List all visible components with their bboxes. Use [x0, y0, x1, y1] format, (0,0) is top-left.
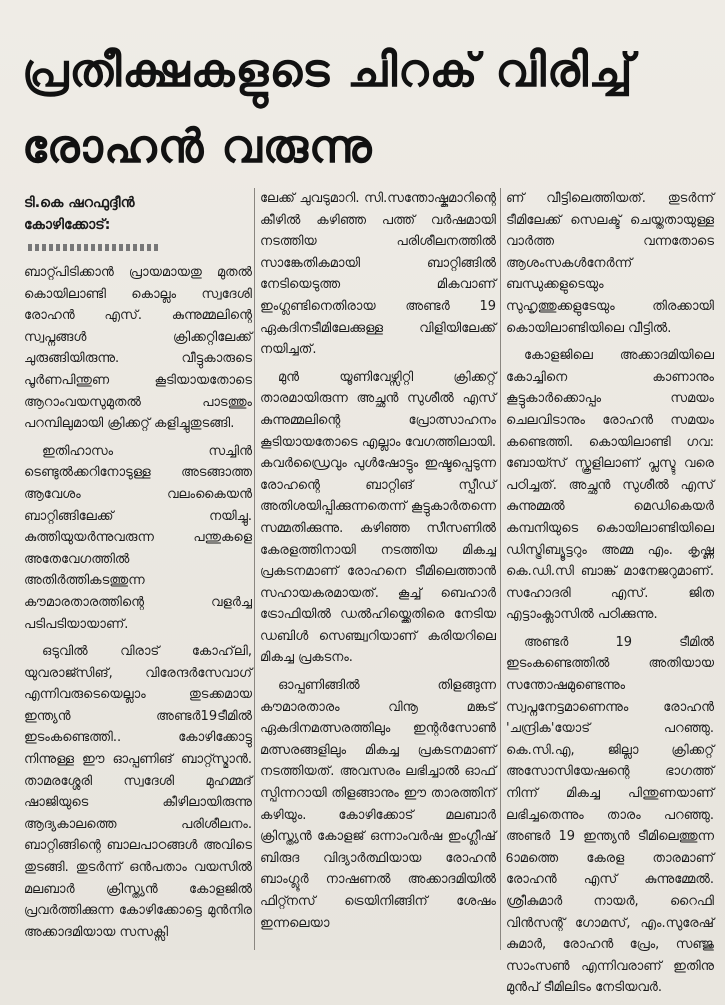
- byline-author: ടി.കെ ഷറഫുദ്ദീൻ: [24, 195, 135, 211]
- paragraph: ഒടുവിൽ വിരാട് കോഹ്‌ലി, യുവരാജ്സിങ്, വിരേന്ദർസേവാഗ് എന്നിവരുടെയെല്ലാം തുടക്കമായ ഇന്ത്യൻ അണ്ടർ19ടീമിൽ ഇടംകണ്ടെത്തി.. കോഴിക്കോട്ടു നിന്നുള്ള ഈ ഓപ്പണിങ് ബാറ്റ്സ്മാൻ. താമരശ്ശേരി സ്വദേശി മുഹമ്മദ് ഷാജിയുടെ കീഴിലായിരുന്നു ആദ്യകാലത്തെ പരിശീലനം. ബാറ്റിങ്ങിന്റെ ബാലപാഠങ്ങൾ അവിടെ തുടങ്ങി. തുടർന്ന് ഒൻപതാം വയസിൽ മലബാർ ക്രിസ്ത്യൻ കോളജിൽ പ്രവർത്തിക്കുന്ന കോഴിക്കോട്ടെ മുൻനിര അക്കാദമിയായ സസക്സി: [24, 644, 252, 940]
- column-divider: [254, 188, 255, 950]
- paragraph: ബാറ്റ്പിടിക്കാൻ പ്രായമായതു മുതൽ കൊയിലാണ്ടി കൊല്ലം സ്വദേശി രോഹൻ എസ്. കുന്നുമ്മലിന്റെ സ്വപ്നങ്ങൾ ക്രിക്കറ്റിലേക്ക് ചുരുങ്ങിയിരുന്നു. വീട്ടുകാരുടെ പൂർണപിന്തുണ കൂടിയായതോടെ ആറാംവയസുമുതൽ പാടത്തും പറമ്പിലുമായി ക്രിക്കറ്റ് കളിച്ചുതുടങ്ങി.: [24, 265, 252, 432]
- article-column-1: [24, 262, 252, 949]
- paragraph: ണ് വീട്ടിലെത്തിയത്. തുടർന്ന് ടീമിലേക്ക് സെലക്ട് ചെയ്തതായുള്ള വാർത്ത വന്നതോടെ ആശംസകൾനേർന്ന് ബന്ധുക്കളുടെയും സുഹൃത്തുക്കളുടേയും തിരക്കായി കൊയിലാണ്ടിയിലെ വീട്ടിൽ.: [506, 191, 714, 336]
- byline: [24, 192, 256, 236]
- paragraph: അണ്ടർ 19 ടീമിൽ ഇടംകണ്ടെത്തിൽ അതിയായ സന്തോഷമുണ്ടെന്നും സ്വപ്നനേട്ടമാണെന്നും രോഹൻ 'ചന്ദ്രിക'യോട് പറഞ്ഞു. കെ.സി.എ, ജില്ലാ ക്രിക്കറ്റ് അസോസിയേഷന്റെ ഭാഗത്ത് നിന്ന് മികച്ച പിന്തുണയാണ് ലഭിച്ചതെന്നും താരം പറഞ്ഞു. അണ്ടർ 19 ഇന്ത്യൻ ടീമിലെത്തുന്ന 6ാമത്തെ കേരള താരമാണ് രോഹൻ എസ് കുന്നുമ്മേൽ. ശ്രീകുമാർ നായർ, റൈഫി വിൻസന്റ് ഗോമസ്, എം.സുരേഷ് കുമാർ, രോഹൻ പ്രേം, സഞ്ജു സാംസൺ എന്നിവരാണ് ഇതിനു മുൻപ് ടീമിലിടം നേടിയവർ.: [506, 634, 714, 996]
- byline-divider: [28, 244, 158, 251]
- paragraph: മുൻ യൂണിവേഴ്സിറ്റി ക്രിക്കറ്റ് താരമായിരുന്ന അച്ഛൻ സുശീൽ എസ് കുന്നുമ്മലിന്റെ പ്രോത്സാഹനം കൂടിയായതോടെ എല്ലാം വേഗത്തിലായി. കവർഡ്രൈവും പുൾഷോട്ടും ഇഷ്ടപ്പെടുന്ന രോഹന്റെ ബാറ്റിങ് സ്പീഡ് അതിശയിപ്പിക്കുന്നതെന്ന് കൂട്ടുകാർതന്നെ സമ്മതിക്കുന്നു. കഴിഞ്ഞ സീസണിൽ കേരളത്തിനായി നടത്തിയ മികച്ച പ്രകടനമാണ് രോഹനെ ടീമിലെത്താൻ സഹായകരമായത്. കൂച്ച് ബെഹാർ ട്രോഫിയിൽ ഡൽഹിയ്ക്കെതിരെ നേടിയ ഡബിൾ സെഞ്ച്വറിയാണ് കരിയറിലെ മികച്ച പ്രകടനം.: [260, 369, 496, 666]
- article-column-3: [506, 188, 714, 1005]
- column-divider: [500, 188, 501, 950]
- headline-line-2: രോഹൻ വരുന്നു: [22, 119, 373, 173]
- article-column-2: [260, 188, 496, 940]
- paragraph: ലേക്ക് ചുവടുമാറി. സി.സന്തോഷ്കുമാറിന്റെ കീഴിൽ കഴിഞ്ഞ പത്ത് വർഷമായി നടത്തിയ പരിശീലനത്തിൽ സാങ്കേതികമായി ബാറ്റിങ്ങിൽ നേടിയെടുത്ത മികവാണ് ഇംഗ്ലണ്ടിനെതിരായ അണ്ടർ 19 ഏകദിനടീമിലേക്കുള്ള വിളിയിലേക്ക് നയിച്ചത്.: [260, 191, 496, 358]
- paragraph: ഇതിഹാസം സച്ചിൻ ടെണ്ടുൽക്കറിനോടുള്ള അടങ്ങാത്ത ആവേശം വലംകൈയൻ ബാറ്റിങ്ങിലേക്ക് നയിച്ചു. കുത്തിയുയർന്നുവരുന്ന പന്തുകളെ അതേവേഗത്തിൽ അതിർത്തികടത്തുന്ന കൗമാരതാരത്തിന്റെ വളർച്ച പടിപടിയായാണ്.: [24, 443, 252, 632]
- headline: [22, 32, 712, 184]
- headline-line-1: പ്രതീക്ഷകളുടെ ചിറക് വിരിച്ച്: [22, 43, 634, 97]
- byline-place: കോഴിക്കോട്:: [24, 217, 111, 233]
- paragraph: കോളജിലെ അക്കാദമിയിലെ കോച്ചിനെ കാണാനും കൂട്ടുകാർക്കൊപ്പം സമയം ചെലവിടാനും രോഹൻ സമയം കണ്ടെത്തി. കൊയിലാണ്ടി ഗവ: ബോയ്സ് സ്കൂളിലാണ് പ്ലസ്ടു വരെ പഠിച്ചത്. അച്ഛൻ സുശീൽ എസ് കുന്നുമ്മൽ മെഡികെയർ കമ്പനിയുടെ കൊയിലാണ്ടിയിലെ ഡിസ്ട്രിബ്യൂട്ടറും അമ്മ എം. കൃഷ്ണ കെ.ഡി.സി ബാങ്ക് മാനേജറുമാണ്. സഹോദരി എസ്. ജിത എട്ടാംക്ലാസിൽ പഠിക്കുന്നു.: [506, 348, 714, 623]
- paragraph: ഓപ്പണിങ്ങിൽ തിളങ്ങുന്ന കൗമാരതാരം വിനൂ മങ്കട് ഏകദിനമത്സരത്തിലും ഇന്റർസോൺ മത്സരങ്ങളിലും മികച്ച പ്രകടനമാണ് നടത്തിയത്. അവസരം ലഭിച്ചാൽ ഓഫ് സ്പിന്നറായി തിളങ്ങാനും ഈ താരത്തിന് കഴിയും. കോഴിക്കോട് മലബാർ ക്രിസ്ത്യൻ കോളജ് ഒന്നാംവർഷ ഇംഗ്ലീഷ് ബിരുദ വിദ്യാർത്ഥിയായ രോഹൻ ബാംഗ്ലൂർ നാഷണൽ അക്കാദമിയിൽ ഫിറ്റ്നസ് ട്രെയിനിങ്ങിന് ശേഷം ഇന്നലെയാ: [260, 678, 496, 931]
